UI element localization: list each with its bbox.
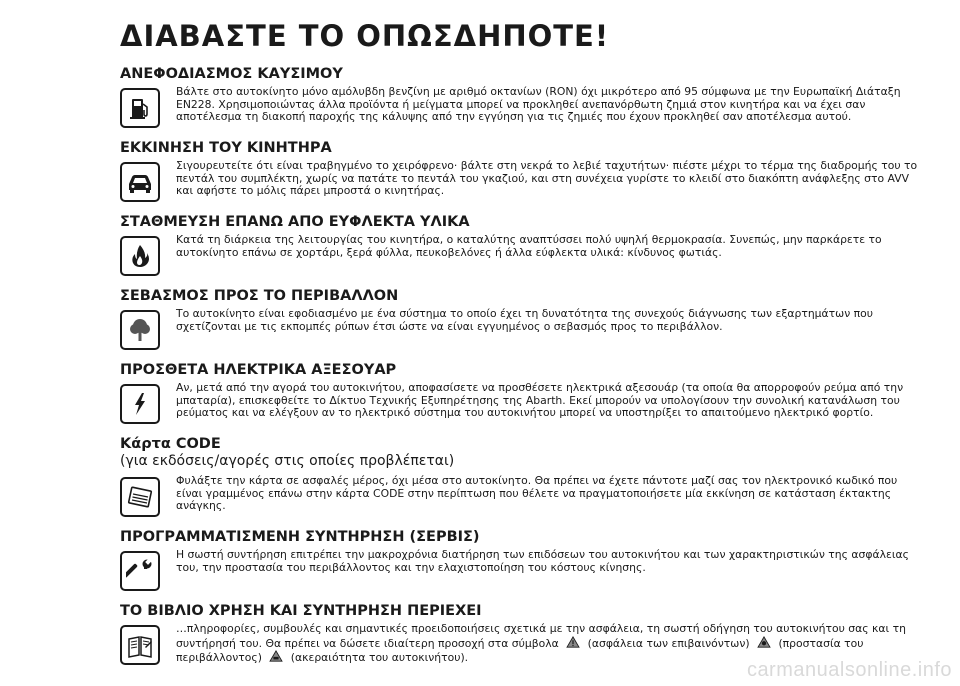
wrench-icon bbox=[120, 551, 160, 591]
environment-triangle-icon bbox=[756, 636, 772, 648]
flame-icon bbox=[120, 236, 160, 276]
section-heading: Κάρτα CODE bbox=[120, 436, 221, 452]
section-heading: ΣΕΒΑΣΜΟΣ ΠΡΟΣ ΤΟ ΠΕΡΙΒΑΛΛΟΝ bbox=[120, 288, 399, 304]
fuel-pump-icon bbox=[120, 88, 160, 128]
section-text: Σιγουρευτείτε ότι είναι τραβηγμένο το χειρόφρενο· βάλτε στη νεκρά το λεβιέ ταχυτήτων· πιέστε μέχρι το τέρμα της διαδρομής του το πεντάλ του συμπλέκτη, χωρίς να πατάτε το πεντάλ του γκαζιού, και στη συνέχεια γυρίστε το κλειδί στο διακόπτη ανάφλεξης στο AVV και αφήστε το μόλις πάρει μπροστά ο κινητήρας. bbox=[176, 159, 918, 198]
section-scheduled-maintenance bbox=[120, 529, 920, 591]
manual-page bbox=[120, 20, 920, 677]
section-electrical-accessories bbox=[120, 362, 920, 424]
watermark: carmanualsonline.info bbox=[746, 659, 952, 681]
page-title: ΔΙΑΒΑΣΤΕ ΤΟ ΟΠΩΣΔΗΠΟΤΕ! bbox=[120, 19, 610, 53]
vehicle-triangle-icon bbox=[268, 650, 284, 662]
warning-triangle-icon bbox=[565, 636, 581, 648]
section-heading: ΠΡΟΓΡΑΜΜΑΤΙΣΜΕΝΗ ΣΥΝΤΗΡΗΣΗ (ΣΕΡΒΙΣ) bbox=[120, 529, 480, 545]
book-text-vehicle: (ακεραιότητα του αυτοκινήτου). bbox=[290, 651, 469, 665]
section-text: Βάλτε στο αυτοκίνητο μόνο αμόλυβδη βενζίνη με αριθμό οκτανίων (RON) όχι μικρότερο από 95 σύμφωνα με την Ευρωπαϊκή Διάταξη EN228. Χρησιμοποιώντας άλλα προϊόντα ή μείγματα μπορεί να προκληθεί ανεπανόρθωτη ζημιά στον κινητήρα και να έχει σαν αποτέλεσμα τη διακοπή παροχής της κάλυψης από την εγγύηση για τις ζημιές που έχουν προκληθεί σαν αποτέλεσμα αυτού. bbox=[176, 85, 901, 124]
section-heading: ΤΟ ΒΙΒΛΙΟ ΧΡΗΣΗ ΚΑΙ ΣΥΝΤΗΡΗΣΗ ΠΕΡΙΕΧΕΙ bbox=[120, 603, 482, 619]
section-code-card bbox=[120, 436, 920, 517]
section-text: Κατά τη διάρκεια της λειτουργίας του κινητήρα, ο καταλύτης αναπτύσσει πολύ υψηλή θερμοκρασία. Συνεπώς, μην παρκάρετε το αυτοκίνητο επάνω σε χορτάρι, ξερά φύλλα, πευκοβελόνες ή άλλα εύφλεκτα υλικά: κίνδυνος φωτιάς. bbox=[176, 233, 882, 259]
car-icon bbox=[120, 162, 160, 202]
section-book-contents bbox=[120, 603, 920, 665]
section-text: Αν, μετά από την αγορά του αυτοκινήτου, αποφασίσετε να προσθέσετε ηλεκτρικά αξεσουάρ (τα οποία θα απορροφούν ρεύμα από την μπαταρία), επισκεφθείτε το Δίκτυο Τεχνικής Εξυπηρέτησης της Abarth. Εκεί μπορούν να υπολογίσουν την συνολική κατανάλωση του ρεύματος και να ελέγξουν αν το ηλεκτρικό σύστημα του αυτοκινήτου μπορεί να υποστηρίξει το απαιτούμενο ηλεκτρικό φορτίο. bbox=[176, 381, 904, 420]
tree-icon bbox=[120, 310, 160, 350]
section-text: Η σωστή συντήρηση επιτρέπει την μακροχρόνια διατήρηση των επιδόσεων του αυτοκινήτου και των χαρακτηριστικών της ασφάλειας του, την προστασία του περιβάλλοντος και την ελαχιστοποίηση του κόστους κίνησης. bbox=[176, 548, 909, 574]
book-text-occupants: (ασφάλεια των επιβαινόντων) bbox=[587, 636, 750, 650]
book-text-intro: …πληροφορίες, συμβουλές και σημαντικές προειδοποιήσεις σχετικά με την ασφάλεια, τη σωστή οδήγηση του αυτοκινήτου σας και τη συντήρησή του. Θα πρέπει να δώσετε ιδιαίτερη προσοχή στα σύμβολα bbox=[176, 622, 906, 650]
section-engine-start bbox=[120, 140, 920, 202]
section-heading: ΣΤΑΘΜΕΥΣΗ ΕΠΑΝΩ ΑΠΟ ΕΥΦΛΕΚΤΑ ΥΛΙΚΑ bbox=[120, 214, 470, 230]
section-heading: ΑΝΕΦΟΔΙΑΣΜΟΣ ΚΑΥΣΙΜΟΥ bbox=[120, 66, 343, 82]
section-heading: ΠΡΟΣΘΕΤΑ ΗΛΕΚΤΡΙΚΑ ΑΞΕΣΟΥΑΡ bbox=[120, 362, 397, 378]
section-heading: ΕΚΚΙΝΗΣΗ ΤΟΥ ΚΙΝΗΤΗΡΑ bbox=[120, 140, 332, 156]
section-text: Φυλάξτε την κάρτα σε ασφαλές μέρος, όχι μέσα στο αυτοκίνητο. Θα πρέπει να έχετε πάντοτε μαζί σας τον ηλεκτρονικό κωδικό που είναι γραμμένος επάνω στην κάρτα CODE στην περίπτωση που θέλετε να πραγματοποιήσετε μία εκκίνηση σε κατάσταση έκτακτης ανάγκης. bbox=[176, 474, 898, 513]
section-parking bbox=[120, 214, 920, 276]
book-text-environment: (προστασία του περιβάλλοντος) bbox=[176, 636, 864, 665]
section-subheading: (για εκδόσεις/αγορές στις οποίες προβλέπεται) bbox=[120, 453, 455, 469]
section-environment bbox=[120, 288, 920, 350]
code-card-icon bbox=[120, 477, 160, 517]
section-text: Το αυτοκίνητο είναι εφοδιασμένο με ένα σύστημα το οποίο έχει τη δυνατότητα της συνεχούς διάγνωσης των εξαρτημάτων που σχετίζονται με τις εκπομπές ρύπων έτσι ώστε να είναι εγγυημένος ο σεβασμός προς το περιβάλλον. bbox=[176, 307, 874, 333]
section-refuelling bbox=[120, 66, 920, 128]
book-icon bbox=[120, 625, 160, 665]
lightning-icon bbox=[120, 384, 160, 424]
